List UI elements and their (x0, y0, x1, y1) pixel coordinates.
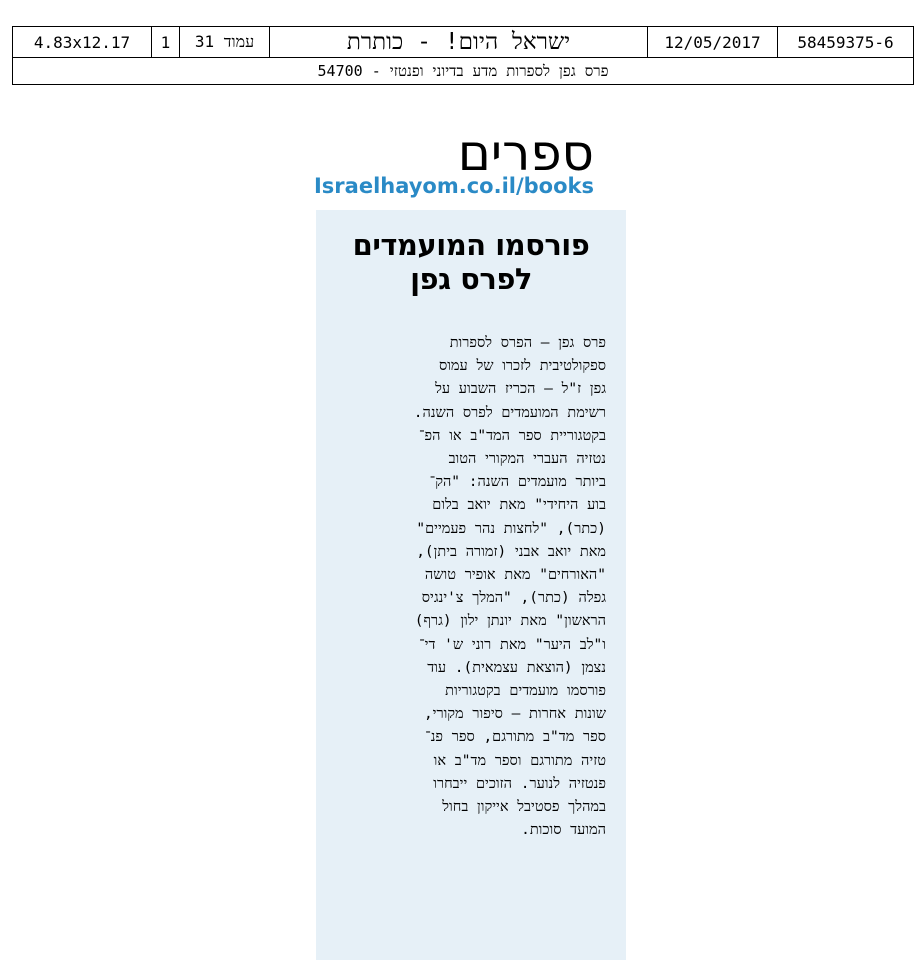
article-body-line: נצמן (הוצאת עצמאית). עוד (427, 659, 606, 676)
clipping-header (12, 26, 914, 85)
clipping-count: 1 (151, 27, 179, 57)
article-body-line: המועד סוכות. (521, 822, 606, 839)
article-body-line: שונות אחרות – סיפור מקורי, (423, 706, 606, 723)
section-url: Israelhayom.co.il/books (313, 174, 594, 198)
article-body-line: ספקולטיבית לזכרו של עמוס (438, 358, 606, 375)
article-body-line: "האורחים" מאת אופיר טושה (424, 567, 606, 584)
article-body-line: טזיה מתורגם וספר מד"ב או (433, 752, 606, 769)
clipping-size: 4.83x12.17 (33, 32, 131, 52)
article-body-line: נטזיה העברי המקורי הטוב (448, 451, 606, 468)
article-body-line: בקטגוריית ספר המד"ב או הפ־ (419, 427, 606, 444)
article-body-line: ביותר מועמדים השנה: "הק־ (429, 474, 606, 491)
article-body-line: ספר מד"ב מתורגם, ספר פנ־ (425, 729, 606, 746)
clipping-date: 12/05/2017 (647, 27, 777, 57)
article-body-line: פרס גפן – הפרס לספרות (449, 335, 606, 351)
section-title: ספרים (457, 124, 594, 182)
article-body-line: פנטזיה לנוער. הזוכים ייבחרו (433, 775, 606, 792)
article-body-line: גפן ז"ל – הכריז השבוע על (435, 381, 606, 398)
clipping-subject: פרס גפן לספרות מדע בדיוני ופנטזי - 54700 (317, 61, 609, 80)
clipping-page: עמוד 31 (179, 27, 269, 57)
article-body-line: מאת יואב אבני (זמורה ביתן), (416, 543, 606, 560)
clipping-publication: ישראל היום! - כותרת (269, 27, 647, 57)
article-body-line: גפלה (כתר), "המלך צ'ינגיס (421, 590, 606, 607)
article-body-line: במהלך פסטיבל אייקון בחול (442, 799, 606, 816)
clipping-header-row (13, 27, 913, 58)
headline-line: פורסמו המועמדים (352, 228, 590, 262)
article-body-line: בוע היחידי" מאת יואב בלום (432, 497, 606, 514)
article-body-line: (כתר), "לחצות נהר פעמיים" (416, 520, 606, 537)
clipping-item-id: 58459375-6 (777, 27, 913, 57)
article-headline (316, 228, 626, 296)
article-body (316, 332, 626, 842)
article-body-line: רשימת המועמדים לפרס השנה. (413, 404, 606, 421)
article-body-line: פורסמו מועמדים בקטגוריות (445, 683, 606, 700)
article-box (316, 210, 626, 960)
headline-line: לפרס גפן (410, 262, 532, 296)
article-body-line: ו"לב היער" מאת רוני ש' די־ (419, 636, 606, 653)
article-body-line: הראשון" מאת יונתן ילון (גרף) (414, 613, 606, 630)
